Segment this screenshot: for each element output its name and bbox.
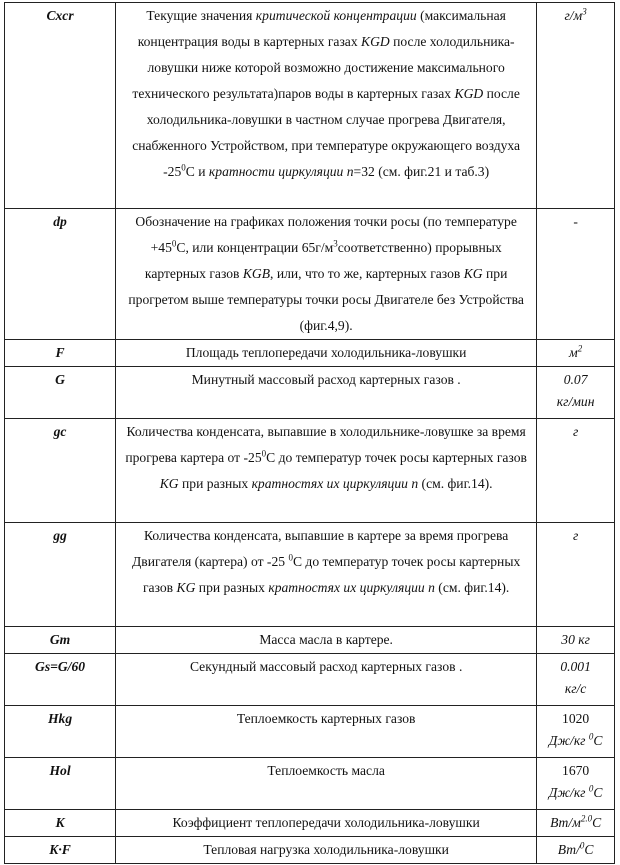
- unit-cell: 1670 Дж/кг $^0$С: [537, 758, 615, 810]
- description-cell: Масса масла в картере.: [116, 627, 537, 654]
- table-row: [5, 3, 615, 209]
- unit-cell: $Вт/м^{2.0}С$: [537, 810, 615, 837]
- table-row: [5, 706, 615, 758]
- description-cell: Тепловая нагрузка холодильника-ловушки: [116, 837, 537, 864]
- description-cell: Минутный массовый расход картерных газов .: [116, 367, 537, 419]
- unit-cell: $м^2$: [537, 340, 615, 367]
- description-cell: Коэффициент теплопередачи холодильника-ловушки: [116, 810, 537, 837]
- unit-cell: 0.001 кг/с: [537, 654, 615, 706]
- table-row: [5, 523, 615, 627]
- table-row: [5, 367, 615, 419]
- description-cell: Площадь теплопередачи холодильника-ловушки: [116, 340, 537, 367]
- unit-cell: г: [537, 419, 615, 523]
- symbol-cell: Gm: [5, 627, 116, 654]
- description-cell: Секундный массовый расход картерных газов .: [116, 654, 537, 706]
- symbol-cell: dp: [5, 209, 116, 340]
- table-row: [5, 340, 615, 367]
- table-row: [5, 758, 615, 810]
- symbol-cell: gg: [5, 523, 116, 627]
- description-cell: Теплоемкость масла: [116, 758, 537, 810]
- table-row: [5, 837, 615, 864]
- unit-cell: г: [537, 523, 615, 627]
- unit-cell: $г/м^3$: [537, 3, 615, 209]
- description-cell: Обозначение на графиках положения точки росы (по температуре $+45^0С$, или концентрации $65г/м^3соответственно$) прорывных картерных газов KGB, или, что то же, картерных газов KG при прогретом выше температуры точки росы Двигателе без Устройства (фиг.4,9).: [116, 209, 537, 340]
- table-row: [5, 654, 615, 706]
- symbol-cell: Gs=G/60: [5, 654, 116, 706]
- symbol-cell: Hol: [5, 758, 116, 810]
- description-cell: Количества конденсата, выпавшие в холодильнике-ловушке за время прогрева картера от $-25^0С$ до температур точек росы картерных газов KG при разных кратностях их циркуляции n (см. фиг.14).: [116, 419, 537, 523]
- description-cell: Количества конденсата, выпавшие в картере за время прогрева Двигателя (картера) от -25 $^0$С до температур точек росы картерных газов KG при разных кратностях их циркуляции n (см. фиг.14).: [116, 523, 537, 627]
- symbol-cell: Hkg: [5, 706, 116, 758]
- symbol-cell: F: [5, 340, 116, 367]
- table-row: [5, 419, 615, 523]
- unit-cell: 1020 Дж/кг $^0$С: [537, 706, 615, 758]
- symbol-cell: Cxcr: [5, 3, 116, 209]
- description-cell: Теплоемкость картерных газов: [116, 706, 537, 758]
- unit-cell: 30 кг: [537, 627, 615, 654]
- symbol-cell: K·F: [5, 837, 116, 864]
- symbol-cell: G: [5, 367, 116, 419]
- symbol-cell: K: [5, 810, 116, 837]
- unit-cell: -: [537, 209, 615, 340]
- table-row: [5, 209, 615, 340]
- description-cell: Текущие значения критической концентрации (максимальная концентрация воды в картерных газах KGD после холодильника-ловушки ниже которой возможно достижение максимального технического результата)паров воды в картерных газах KGD после холодильника-ловушки в частном случае прогрева Двигателя, снабженного Устройством, при температуре окружающего воздуха $-25^0С$ и кратности циркуляции n=32 (см. фиг.21 и таб.3): [116, 3, 537, 209]
- table-row: [5, 627, 615, 654]
- unit-cell: 0.07 кг/мин: [537, 367, 615, 419]
- symbols-table: [4, 2, 615, 864]
- symbol-cell: gc: [5, 419, 116, 523]
- table-row: [5, 810, 615, 837]
- unit-cell: Вт/$^0$С: [537, 837, 615, 864]
